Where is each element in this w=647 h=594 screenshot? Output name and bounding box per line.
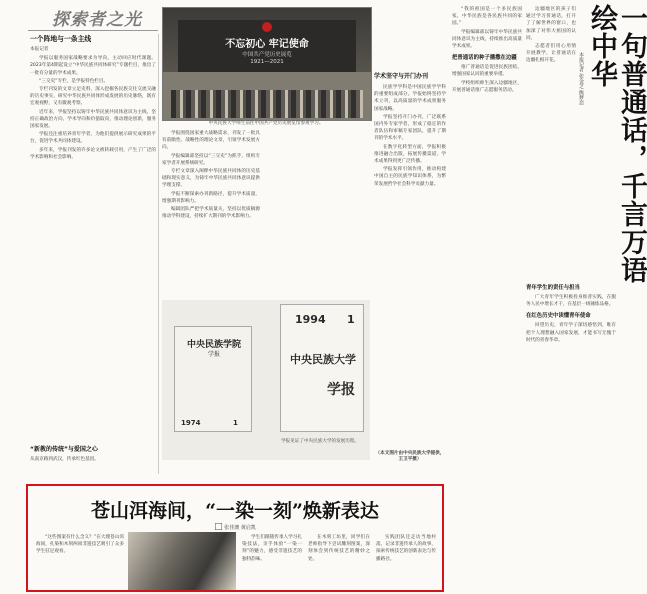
paragraph: 学报还注重培养青年学者，为他们提供展示研究成果的平台，促进学术共同体建设。 [30, 132, 156, 145]
feature-byline [28, 522, 442, 532]
journal-1994 [280, 304, 364, 432]
journal-1974-title: 中央民族学院 [186, 340, 241, 350]
banner-line-1: 不忘初心 牢记使命 [225, 39, 309, 50]
feature-paragraph-3: 在木刻工坊里，同学们在老师指导下尝试雕刻图案，深刻体会到传统技艺的精妙之处。 [308, 535, 370, 562]
left-byline: 本报记者 [30, 47, 49, 52]
journal-1994-issue: 1 [347, 313, 355, 326]
paragraph: 学报坚持开门办刊，广泛联系国内外专家学者，形成了稳定的作者队伍和审稿专家团队，提升了期刊的学术水平。 [374, 114, 446, 142]
paragraph: 学报不断探索办刊新路径，提升学术质量，增强期刊影响力。 [162, 191, 260, 204]
paragraph: 志愿者们用心用情开展教学，让普通话在边疆扎根开花。 [526, 44, 576, 64]
paragraph: 学报编辑部以铸牢中华民族共同体意识为主线，持续推出高质量学术成果。 [452, 29, 522, 50]
photo-credit: （本文图片由中央民族大学提供，王卫平摄） [375, 451, 445, 462]
exhibition-banner [178, 20, 356, 72]
feature-title [28, 496, 442, 523]
right-column-1 [374, 6, 446, 476]
paragraph: 编辑团队严把学术质量关，坚持以优质稿源推动学科建设，持续扩大期刊的学术影响力。 [162, 207, 260, 220]
paragraph: 学报围绕国家重大战略需求，刊发了一批具有前瞻性、战略性的理论文章，引领学术发展方向。 [162, 131, 260, 151]
paragraph: 多年来，学报刊发的许多论文被转载引用，产生了广泛的学术影响和社会影响。 [30, 147, 156, 160]
column1-heading: 学术坚守与开门办刊 [374, 73, 429, 80]
journal-1974 [174, 326, 252, 432]
people-row [171, 90, 363, 118]
journal-1974-year: 1974 [181, 419, 201, 427]
feature-paragraph-2: 学生们跟随传承人学习扎染技法，亲手体验“一染一刻”的魅力，感受非遗技艺的独特韵味。 [242, 535, 302, 562]
paragraph: 学报编辑部坚持以“三交史”为抓手，组织专家学者开展系统研究。 [162, 153, 260, 166]
banner-line-2: 中国共产党历史展览 [242, 52, 292, 58]
paragraph: 专栏文章深入阐释中华民族共同体的历史基础和现实意义，为铸牢中华民族共同体意识提供学理支撑。 [162, 169, 260, 189]
journal-1994-year: 1994 [295, 313, 326, 326]
right-column-2 [452, 6, 522, 476]
feature-title-quote: “一染一刻” [205, 500, 303, 522]
left-last-line: 从南京路到武汉，传承红色基因。 [30, 457, 99, 462]
column3-subheading: 青年学生的责任与担当 [526, 285, 580, 291]
right-column-3-lower [526, 284, 616, 480]
feature-photo [128, 532, 236, 590]
group-photo-area [163, 72, 371, 120]
paragraph: 学报发挥引领作用，推动构建中国自主的民族学知识体系，为繁荣发展哲学社会科学贡献力量。 [374, 167, 446, 187]
banner-line-3: 1921—2021 [250, 59, 284, 65]
journal-1974-subtitle: 学报 [207, 351, 220, 358]
main-photo [162, 7, 372, 121]
paragraph: 广大青年学生积极投身推普实践，在服务人民中增长才干，在基层一线锤炼品格。 [526, 295, 616, 308]
paragraph: 民族学学科是中国民族学学科的重要组成部分。学报始终坚持学术立刊，以高质量的学术成果服务国家战略。 [374, 85, 446, 112]
feature-paragraph-4: 实践团队还走访当地村落，记录非遗传承人的故事，探索传统技艺的创新表达与传播路径。 [376, 535, 436, 562]
section-title: 一个阵地与一条主线 [30, 35, 92, 43]
vertical-headline: 一句普通话，千言万语绘中华 [586, 4, 647, 284]
paragraph: “三交史”专栏，是学报特色栏目。 [39, 78, 109, 84]
feature-paragraph-1: “这些图案有什么含义？”在大理苍山洱海间，扎染和木刻两项非遗技艺吸引了众多学生驻足观看。 [36, 535, 124, 555]
paragraph: 专栏刊发的文章立足史料，深入挖掘各民族交往交流交融的历史事实，研究中华民族共同体形成发展的历史脉络，既有宏观视野，又有微观考察。 [30, 87, 156, 107]
byline-marker-icon: □ [214, 522, 223, 532]
feature-byline-text: 张佳澳 黄启凯 [224, 525, 256, 531]
column3-subheading-2: 在红色历史中读懂青年使命 [526, 313, 591, 320]
paragraph: 回望历史，青年学子深切感悟到，唯有把个人理想融入国家发展，才能书写无愧于时代的青春华章。 [526, 323, 616, 343]
column-header-title: 探索者之光 [52, 10, 142, 30]
left-column [30, 34, 156, 474]
header-rule [28, 30, 158, 31]
paragraph: “我的祖国是一个多民族国家，中华民族是各民族共同的家园。” [452, 7, 522, 27]
paragraph: 学报以服务国家战略要求为导向，主动回应时代课题。2023年第4期起设立“中华民族共同体研究”专题栏目，推出了一批有分量的学术成果。 [30, 56, 156, 76]
paragraph: 学校组织师生深入边疆地区，开展普通话推广志愿服务活动。 [452, 80, 522, 93]
left-article-body [30, 55, 156, 161]
paragraph: 近年来，学报坚持以铸牢中华民族共同体意识为主线，坚持正确政治方向、学术导向和价值取向，推动理论创新，服务国家发展。 [30, 109, 156, 130]
paragraph: 边疆地区的孩子们通过学习普通话，打开了了解世界的窗口，也加深了对伟大祖国的认同。 [526, 7, 576, 41]
right-column-3 [526, 6, 576, 282]
books-photo [162, 300, 370, 460]
paragraph: 推广普通话是促进民族团结、增强国家认同的重要举措。 [452, 65, 522, 78]
journal-1974-issue: 1 [233, 419, 238, 427]
paragraph: 在数字化转型方面，学报积极推进融合出版，拓展传播渠道，学术成果得到更广泛传播。 [374, 144, 446, 165]
column2-subheading: 把普通话的种子播撒在边疆 [452, 55, 517, 62]
books-caption: 学报见证了中央民族大学的发展历程。 [280, 439, 360, 444]
left-subtitle: “新教的传统”与爱国之心 [30, 446, 98, 453]
journal-1994-title: 中央民族大学 [290, 353, 356, 366]
feature-title-part1: 苍山洱海间， [91, 500, 206, 522]
column-divider [158, 34, 159, 474]
journal-1994-subtitle: 学报 [327, 382, 355, 398]
photo-caption: 中央民族大学师生前往中国共产党历史展览馆参观学习。 [208, 121, 324, 126]
vertical-byline: 本报记者 张金芝 熊梦恋 [578, 52, 584, 106]
party-emblem-icon [262, 22, 272, 32]
feature-title-part2: 焕新表达 [302, 500, 379, 522]
feature-article-box [26, 484, 444, 592]
